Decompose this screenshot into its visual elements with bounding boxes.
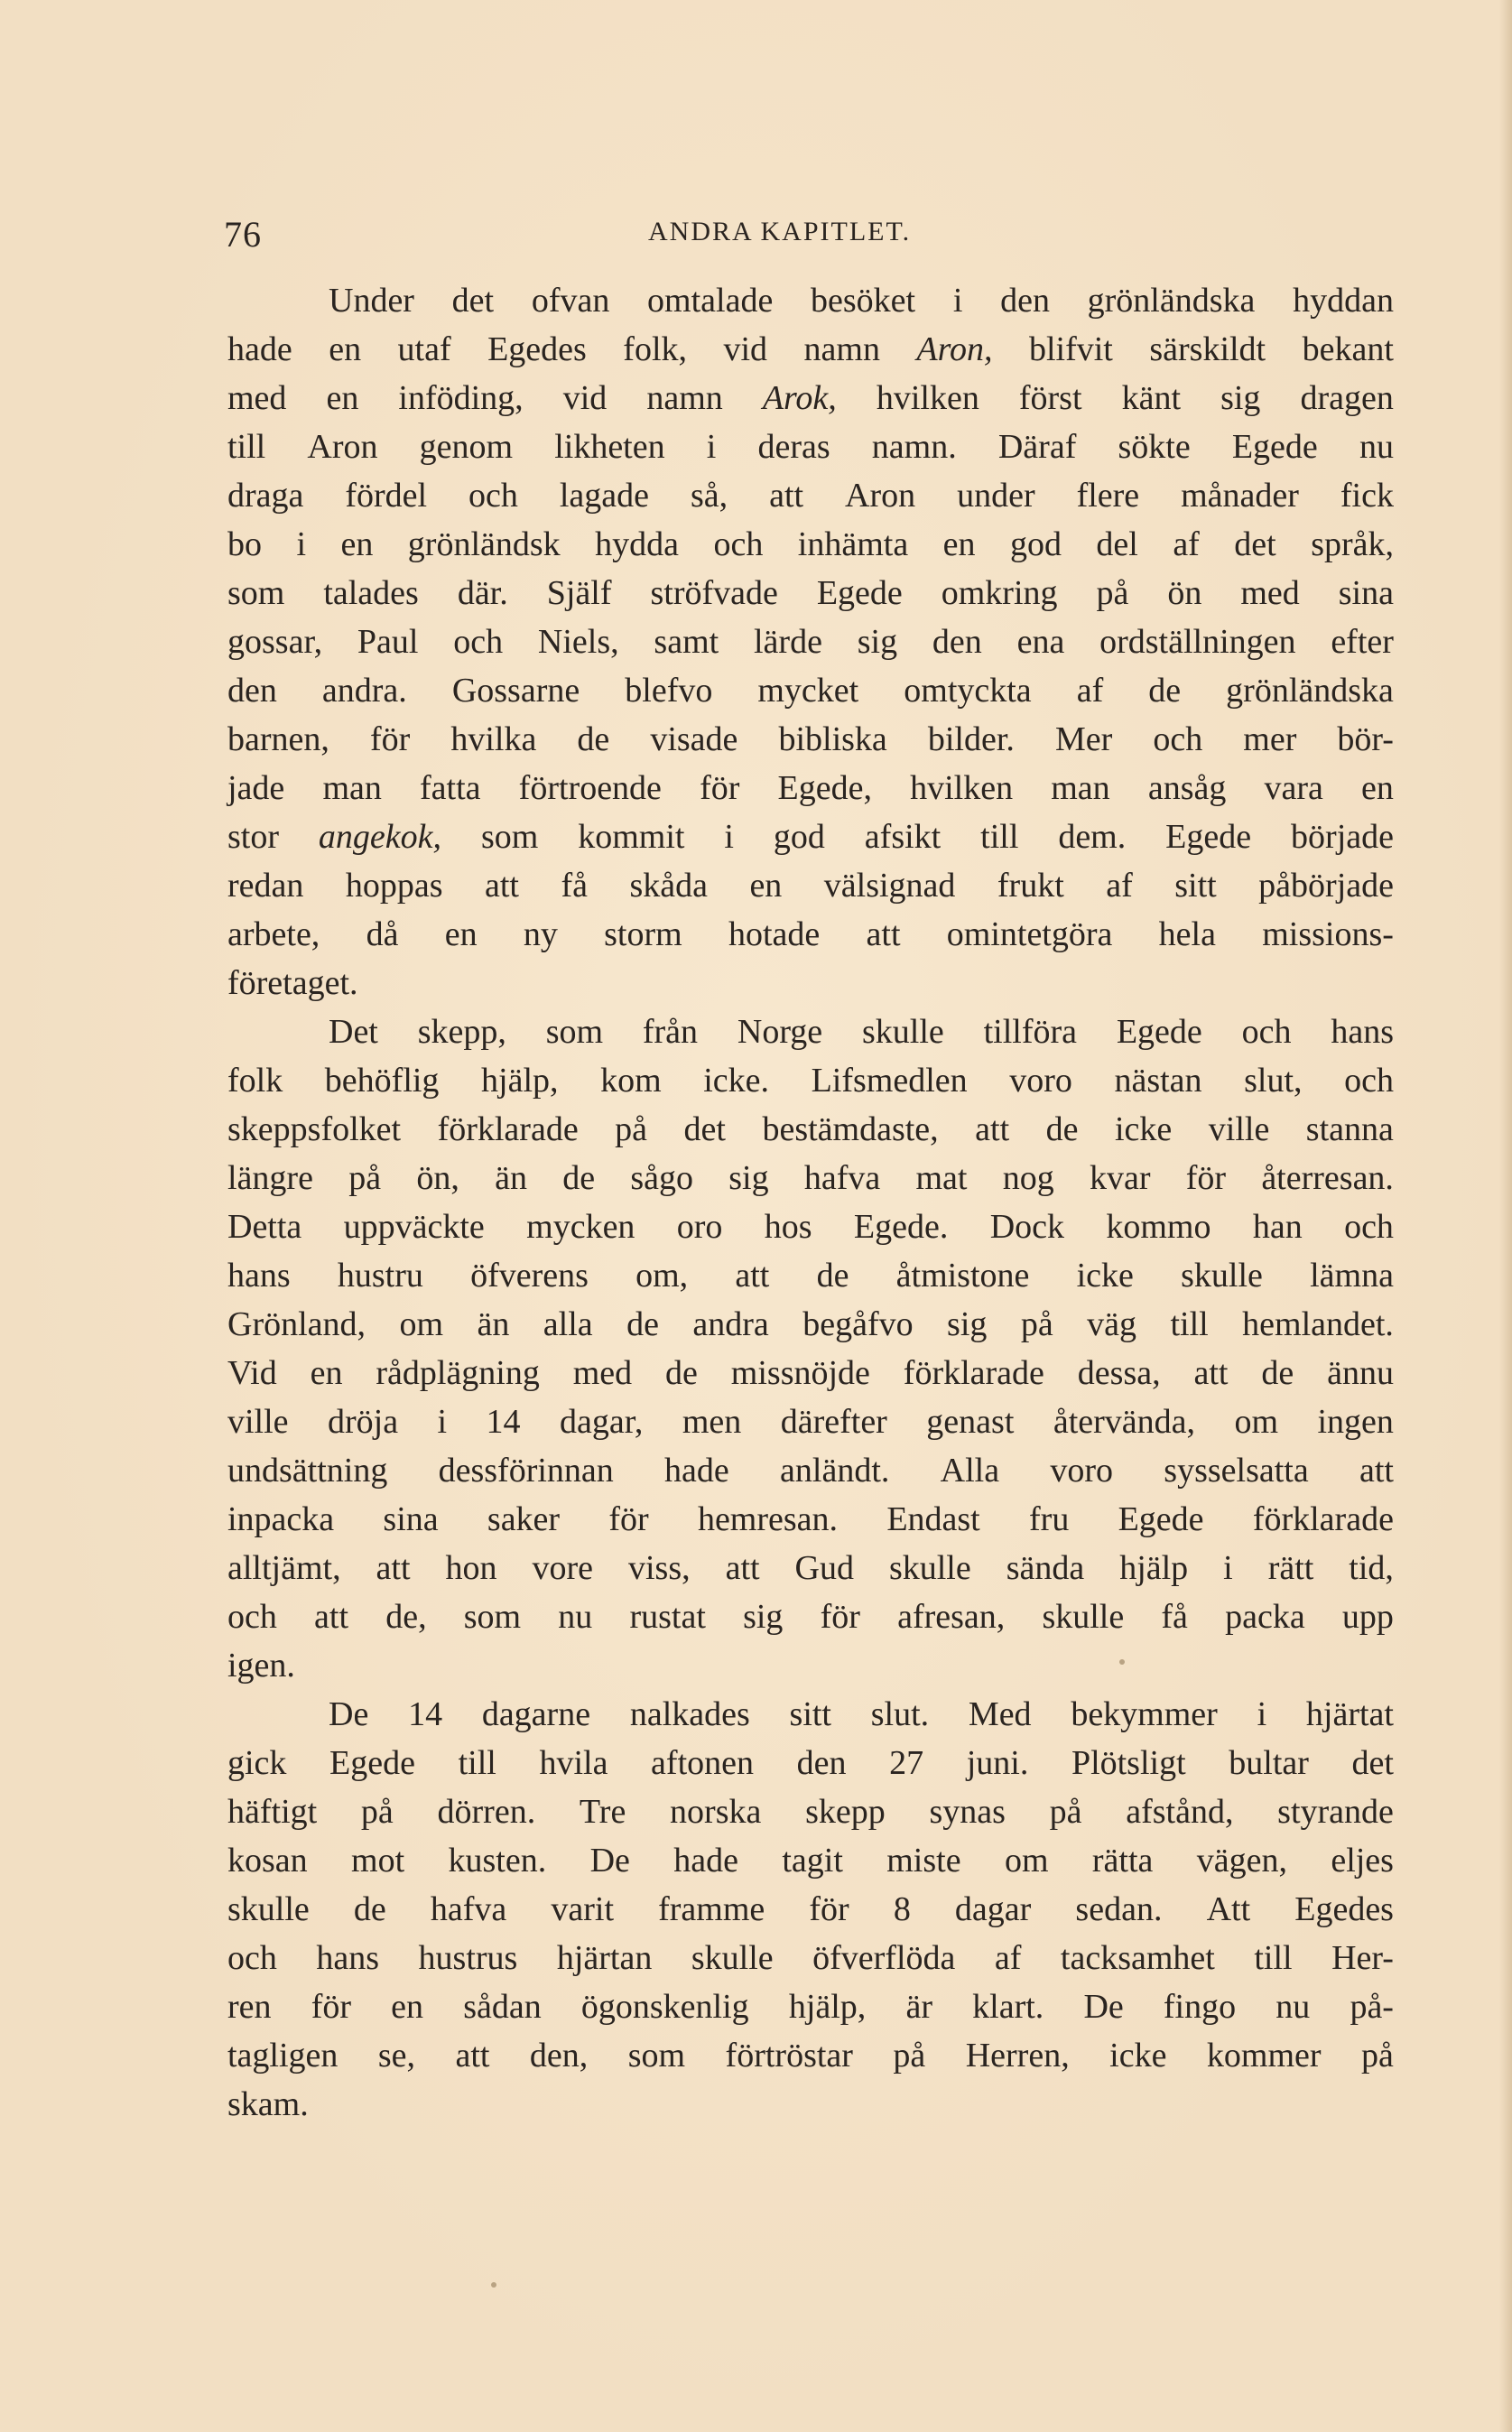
- text-line: Under det ofvan omtalade besöket i den grönländska hyddan: [329, 282, 1394, 320]
- body-text: [227, 276, 1394, 2129]
- running-head: [224, 213, 1397, 267]
- text-line: Detta uppväckte mycken oro hos Egede. Dock kommo han och: [227, 1208, 1394, 1246]
- text-line: skulle de hafva varit framme för 8 dagar sedan. Att Egedes: [227, 1890, 1394, 1928]
- text-line: skeppsfolket förklarade på det bestämdaste, att de icke ville stanna: [227, 1110, 1394, 1148]
- text-line: som talades där. Själf ströfvade Egede omkring på ön med sina: [227, 574, 1394, 612]
- text-line: och att de, som nu rustat sig för afresan, skulle få packa upp: [227, 1598, 1394, 1636]
- text-line: till Aron genom likheten i deras namn. Däraf sökte Egede nu: [227, 428, 1394, 466]
- text-line: jade man fatta förtroende för Egede, hvilken man ansåg vara en: [227, 769, 1394, 807]
- text-line: med en inföding, vid namn Arok, hvilken först känt sig dragen: [227, 379, 1394, 417]
- text-line: gossar, Paul och Niels, samt lärde sig den ena ordställningen efter: [227, 623, 1394, 661]
- page-edge-shadow: [1499, 0, 1512, 2432]
- text-line: folk behöflig hjälp, kom icke. Lifsmedlen voro nästan slut, och: [227, 1062, 1394, 1100]
- paper-speck: [491, 2282, 496, 2288]
- text-line: hans hustru öfverens om, att de åtmistone icke skulle lämna: [227, 1257, 1394, 1295]
- text-line: redan hoppas att få skåda en välsignad frukt af sitt påbörjade: [227, 867, 1394, 905]
- text-line: den andra. Gossarne blefvo mycket omtyckta af de grönländska: [227, 672, 1394, 710]
- text-line: och hans hustrus hjärtan skulle öfverflöda af tacksamhet till Her-: [227, 1939, 1394, 1977]
- text-line: kosan mot kusten. De hade tagit miste om rätta vägen, eljes: [227, 1842, 1394, 1880]
- text-line: Grönland, om än alla de andra begåfvo sig på väg till hemlandet.: [227, 1305, 1394, 1343]
- text-line: undsättning dessförinnan hade anländt. Alla voro sysselsatta att: [227, 1452, 1394, 1490]
- text-line: företaget.: [227, 964, 358, 1002]
- paper-speck: [1119, 1659, 1125, 1665]
- text-line: häftigt på dörren. Tre norska skepp synas på afstånd, styrande: [227, 1793, 1394, 1831]
- text-line: arbete, då en ny storm hotade att omintetgöra hela missions-: [227, 915, 1394, 953]
- text-line: ville dröja i 14 dagar, men därefter genast återvända, om ingen: [227, 1403, 1394, 1441]
- text-line: tagligen se, att den, som förtröstar på Herren, icke kommer på: [227, 2037, 1394, 2075]
- text-line: De 14 dagarne nalkades sitt slut. Med bekymmer i hjärtat: [329, 1695, 1394, 1733]
- text-line: stor angekok, som kommit i god afsikt till dem. Egede började: [227, 818, 1394, 856]
- text-line: Det skepp, som från Norge skulle tillföra Egede och hans: [329, 1013, 1394, 1051]
- text-line: hade en utaf Egedes folk, vid namn Aron, blifvit särskildt bekant: [227, 330, 1394, 368]
- text-line: inpacka sina saker för hemresan. Endast fru Egede förklarade: [227, 1500, 1394, 1538]
- text-line: barnen, för hvilka de visade bibliska bilder. Mer och mer bör-: [227, 720, 1394, 758]
- text-line: längre på ön, än de sågo sig hafva mat nog kvar för återresan.: [227, 1159, 1394, 1197]
- text-line: Vid en rådplägning med de missnöjde förklarade dessa, att de ännu: [227, 1354, 1394, 1392]
- text-line: igen.: [227, 1647, 295, 1685]
- text-line: bo i en grönländsk hydda och inhämta en god del af det språk,: [227, 525, 1394, 563]
- chapter-title: ANDRA KAPITLET.: [648, 217, 912, 246]
- text-line: gick Egede till hvila aftonen den 27 juni. Plötsligt bultar det: [227, 1744, 1394, 1782]
- text-line: alltjämt, att hon vore viss, att Gud skulle sända hjälp i rätt tid,: [227, 1549, 1394, 1587]
- page-number: 76: [224, 214, 262, 255]
- text-line: draga fördel och lagade så, att Aron under flere månader fick: [227, 477, 1394, 515]
- text-line: skam.: [227, 2085, 309, 2123]
- text-line: ren för en sådan ögonskenlig hjälp, är klart. De fingo nu på-: [227, 1988, 1394, 2026]
